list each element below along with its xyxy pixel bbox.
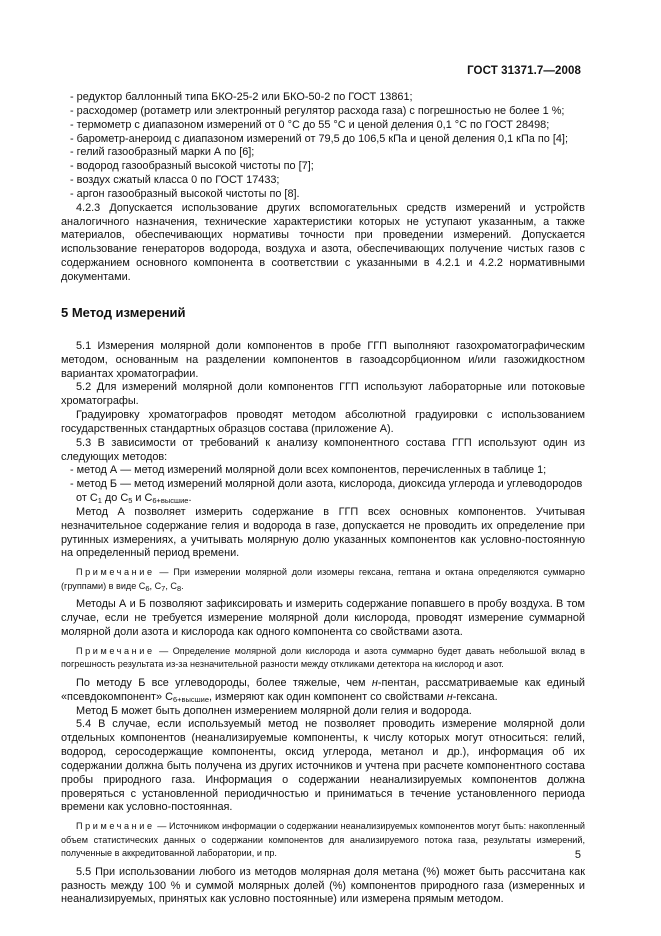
- note-information-sources: Примечание — Источником информации о содержании неанализируемых компонентов могут быть: накопленный объем статистических данных о содержании компонентов для анализируемого потока газа, результаты измерений, полученные в аккредитованной лаборатории, и пр.: [61, 821, 585, 859]
- paragraph-methods-ab: Методы А и Б позволяют зафиксировать и измерить содержание попавшего в пробу воздуха. В том случае, если не требуется измерение молярной доли кислорода, проводят измерение суммарной молярной доли азота и кислорода как одного компонента со свойствами азота.: [61, 598, 585, 638]
- paragraph-5-1: 5.1 Измерения молярной доли компонентов в пробе ГГП выполняют газохроматографическим методом, основанным на разделении компонентов в газоадсорбционном и/или газожидкостном вариантах хроматографии.: [61, 339, 585, 380]
- list-item: - гелий газообразный марки А по [6];: [70, 146, 255, 159]
- document-id: ГОСТ 31371.7—2008: [467, 65, 581, 77]
- note-oxygen-nitrogen: Примечание — Определение молярной доли кислорода и азота суммарно будет давать небольшой вклад в погрешность результата из-за незначительной разности между откликами детектора на кислород и азот.: [61, 645, 585, 670]
- paragraph-5-3: 5.3 В зависимости от требований к анализу компонентного состава ГГП используют один из следующих методов:: [61, 436, 585, 463]
- paragraph-5-4: 5.4 В случае, если используемый метод не позволяет проводить измерение молярной доли отдельных компонентов (неанализируемые компоненты, к числу которых могут относиться: гелий, водород, серосодержащие компоненты, оксид углерода, метанол и др.), информация об их содержании должна быть получена из других источников и учтена при расчете компонентного состава пробы природного газа. Информация о содержании неанализируемых компонентов должна проверяться с установленной периодичностью и приниматься в течение установленного периода времени как условно-постоянная.: [61, 718, 585, 814]
- page-content: [61, 91, 585, 907]
- section-heading: 5 Метод измерений: [61, 304, 186, 320]
- paragraph-4-2-3: 4.2.3 Допускается использование других вспомогательных средств измерений и устройств аналогичного назначения, технические характеристики которых не уступают указанным, а также материалов, обеспечивающих нормативы точности при проведении измерений. Допускается использование генераторов водорода, воздуха и азота, обеспечивающих получение чистых газов с содержанием основного компонента в соответствии с указанными в 4.2.1 и 4.2.2 нормативными документами.: [61, 201, 585, 283]
- paragraph-method-b-extra: Метод Б может быть дополнен измерением молярной доли гелия и водорода.: [76, 704, 472, 717]
- paragraph-method-a: Метод А позволяет измерить содержание в ГГП всех основных компонентов. Учитывая незначительное содержание гелия и водорода в газе, допускается не проводить их определение при рутинных измерениях, а учитывать молярную долю указанных компонентов как условно-постоянную на определенный период времени.: [61, 505, 585, 560]
- paragraph-5-2: 5.2 Для измерений молярной доли компонентов ГГП используют лабораторные или потоковые хроматографы.: [61, 381, 585, 408]
- equipment-list: [61, 91, 585, 202]
- method-b-item: - метод Б — метод измерений молярной доли азота, кислорода, диоксида углерода и углеводородов от $С_1$ до $С_5$ и $С_{6+высшие}$.: [70, 478, 583, 506]
- paragraph-pseudocomponent: По методу Б все углеводороды, более тяжелые, чем н-пентан, рассматриваемые как единый «псевдокомпонент» $С_{6+высшие}$, измеряют как один компонент со свойствами н-гексана.: [61, 676, 585, 704]
- list-item: - аргон газообразный высокой чистоты по [8].: [70, 187, 300, 200]
- list-item: - барометр-анероид с диапазоном измерений от 79,5 до 106,5 кПа и ценой деления 0,1 кПа по [4];: [70, 132, 568, 145]
- page-number: 5: [574, 849, 581, 861]
- list-item: - редуктор баллонный типа БКО-25-2 или БКО-50-2 по ГОСТ 13861;: [70, 91, 413, 103]
- list-item: - расходомер (ротаметр или электронный регулятор расхода газа) с погрешностью не более 1 %;: [70, 104, 565, 117]
- method-a-item: - метод А — метод измерений молярной доли всех компонентов, перечисленных в таблице 1;: [70, 464, 547, 477]
- paragraph-calibration: Градуировку хроматографов проводят методом абсолютной градуировки с использованием государственных стандартных образцов состава (приложение А).: [61, 409, 585, 435]
- note-isomers: Примечание — При измерении молярной доли изомеры гексана, гептана и октана определяются суммарно (группами) в виде $С_6$, $С_7$, $С_8$.: [61, 567, 585, 593]
- list-item: - термометр с диапазоном измерений от 0 °С до 55 °С и ценой деления 0,1 °С по ГОСТ 28498;: [70, 118, 550, 131]
- list-item: - водород газообразный высокой чистоты по [7];: [70, 160, 314, 173]
- list-item: - воздух сжатый класса 0 по ГОСТ 17433;: [70, 174, 280, 187]
- paragraph-5-5: 5.5 При использовании любого из методов молярная доля метана (%) может быть рассчитана как разность между 100 % и суммой молярных долей (%) компонентов природного газа (измеренных и неанализируемых, принятых как условно постоянные) или измерена прямым методом.: [61, 865, 585, 906]
